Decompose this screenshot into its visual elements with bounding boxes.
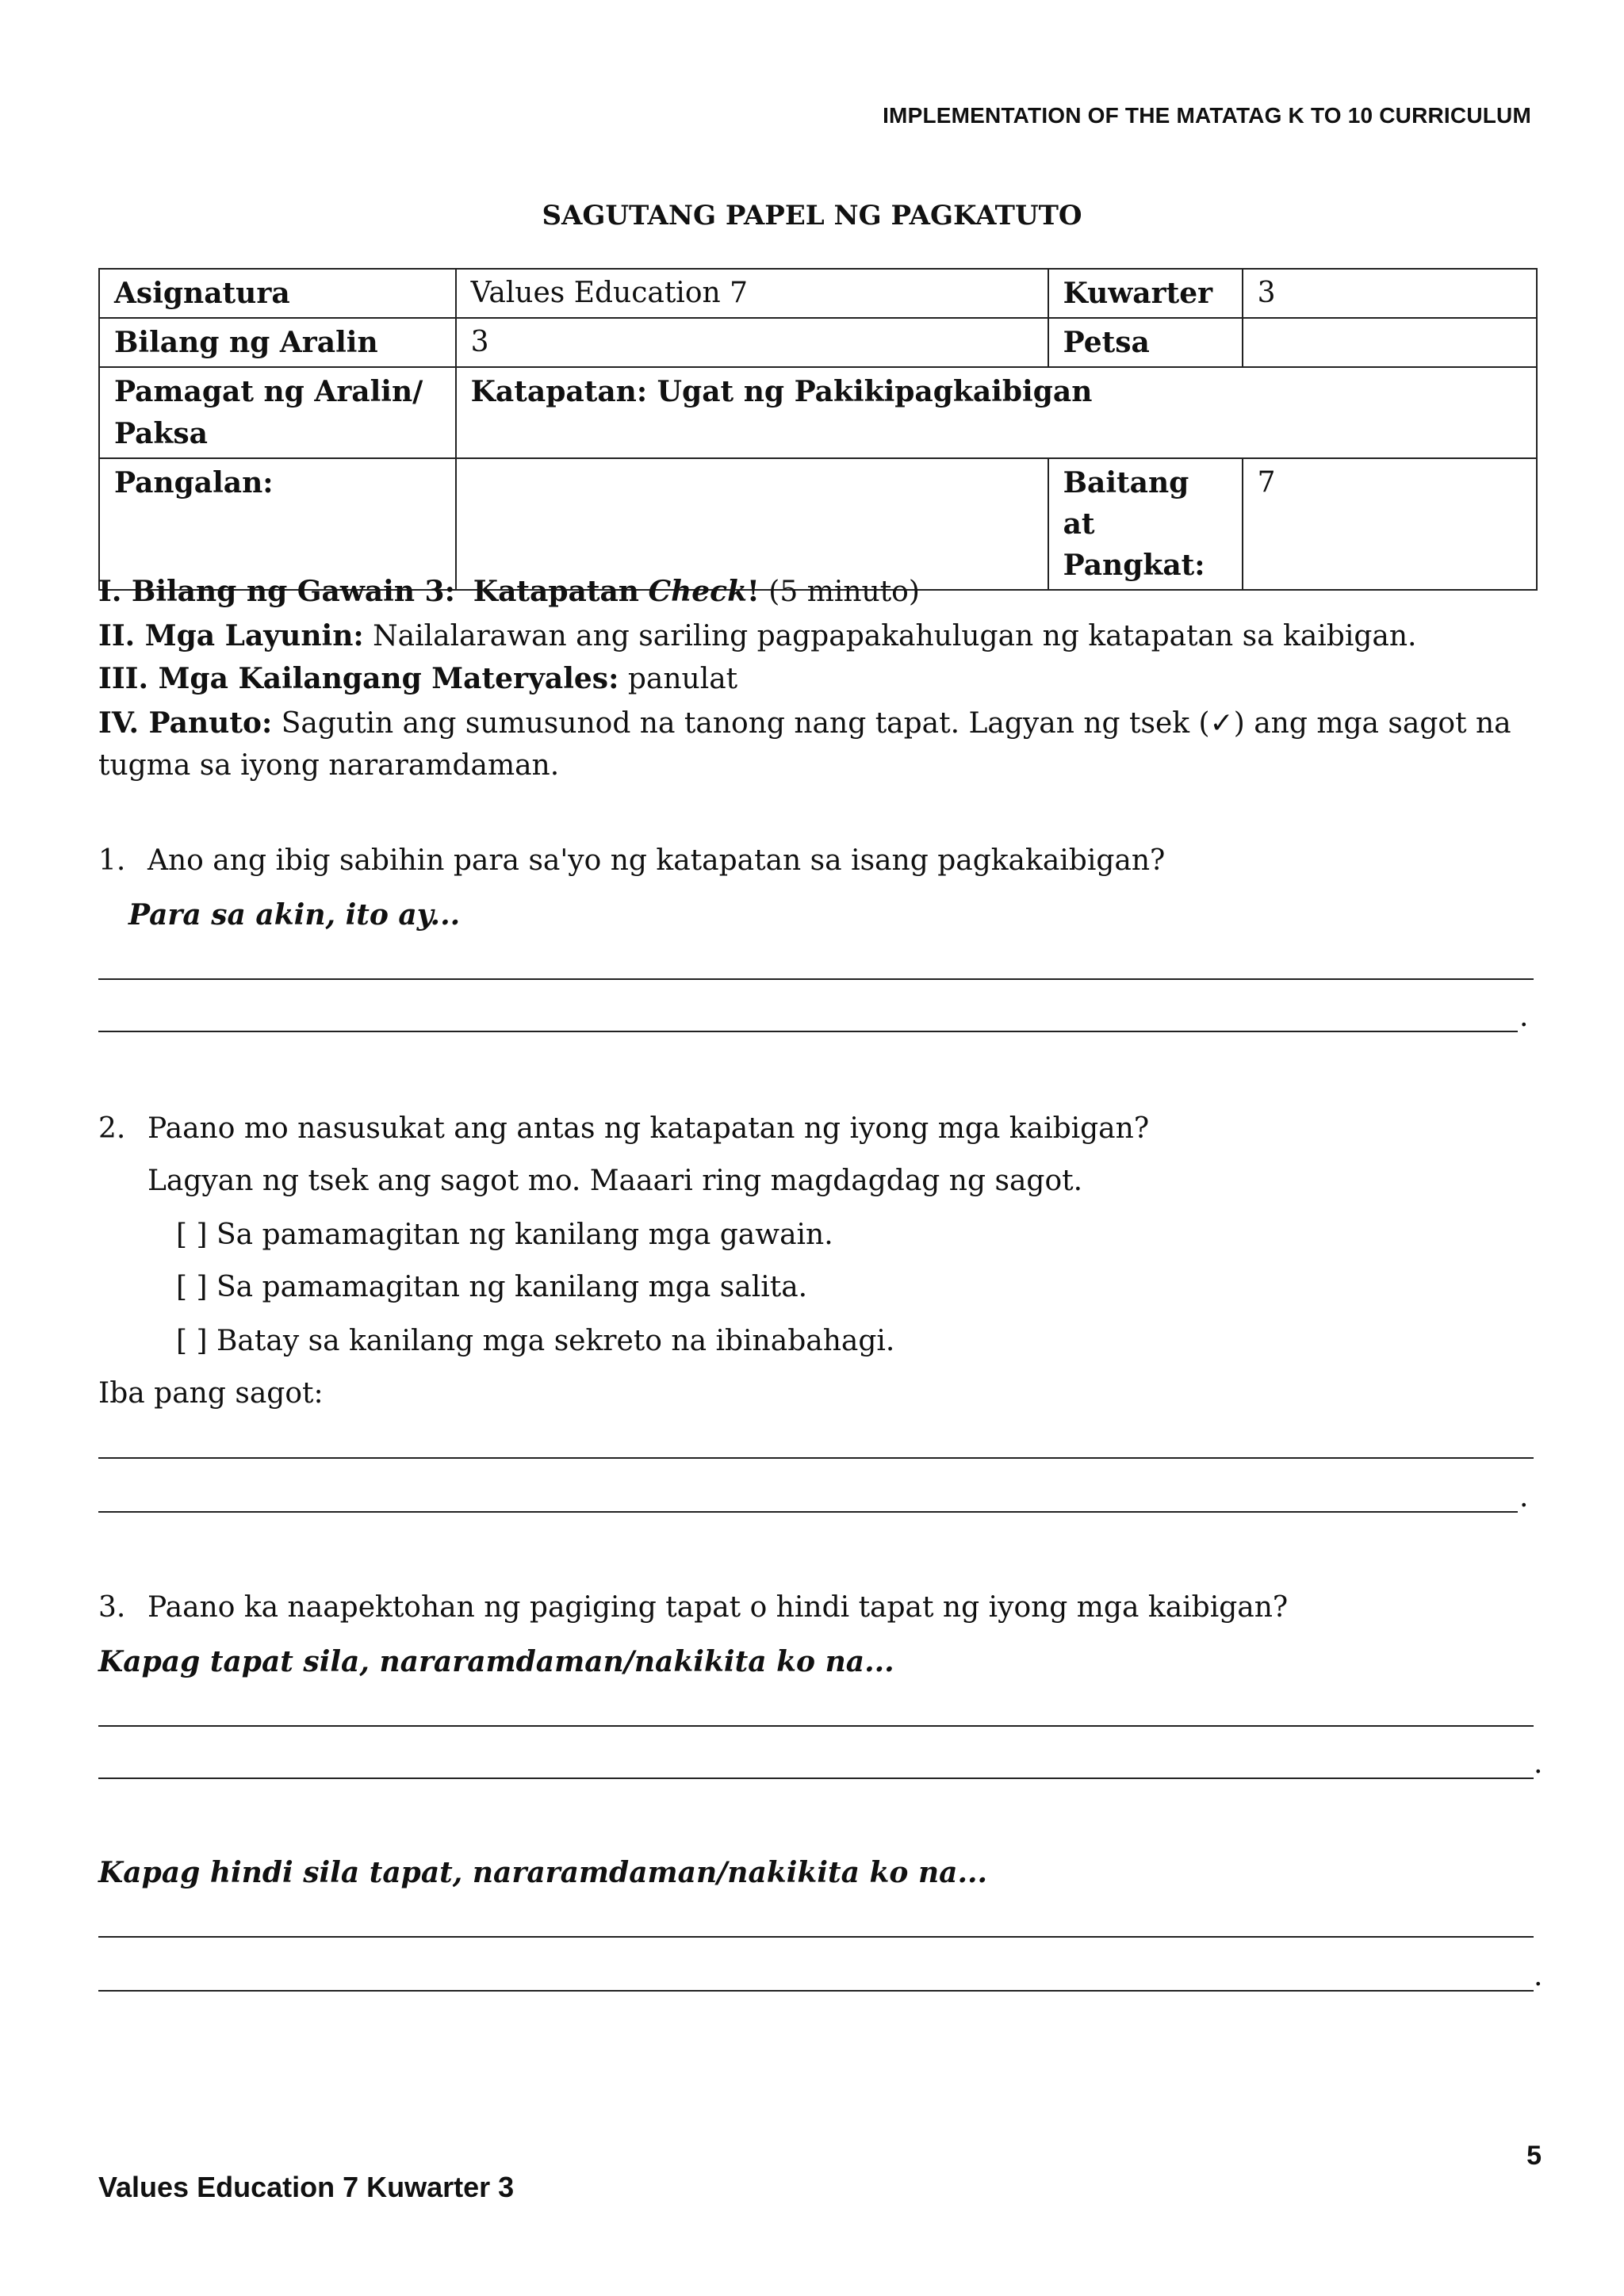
q3a-answer-line-1[interactable] <box>98 1725 1534 1727</box>
baitang-label-line-1: Baitang at <box>1063 465 1189 541</box>
asignatura-label: Asignatura <box>99 269 456 318</box>
panuto-label: IV. Panuto: <box>98 706 273 740</box>
q3-text: Paano ka naapektohan ng pagiging tapat o hindi tapat ng iyong mga kaibigan? <box>147 1591 1289 1624</box>
asignatura-value: Values Education 7 <box>456 269 1048 318</box>
q2-text: Paano mo nasusukat ang antas ng katapatan ng iyong mga kaibigan? <box>147 1112 1150 1145</box>
gawain-title: Katapatan <box>473 575 639 608</box>
q2-answer-line-1[interactable] <box>98 1457 1534 1459</box>
q1-number: 1. <box>98 844 126 877</box>
q3-number: 3. <box>98 1591 126 1624</box>
petsa-field[interactable] <box>1243 318 1537 367</box>
materyales-label: III. Mga Kailangang Materyales: <box>98 662 619 695</box>
q2-option-sekreto[interactable]: [ ] Batay sa kanilang mga sekreto na ibinabahagi. <box>176 1325 895 1357</box>
page-title: SAGUTANG PAPEL NG PAGKATUTO <box>542 200 1082 232</box>
q2-answer-line-2[interactable] <box>98 1511 1518 1513</box>
q1-answer-line-1[interactable] <box>98 978 1534 980</box>
info-row-asignatura <box>99 269 1537 318</box>
layunin-label: II. Mga Layunin: <box>98 619 364 652</box>
pamagat-label-line-1: Pamagat ng Aralin/ <box>114 375 423 409</box>
baitang-label <box>1048 458 1243 591</box>
gawain-line <box>98 571 920 613</box>
panuto-text-2: tugma sa iyong nararamdaman. <box>98 749 560 782</box>
pamagat-label <box>99 367 456 457</box>
gawain-time: (5 minuto) <box>768 576 920 608</box>
q2-number: 2. <box>98 1112 126 1145</box>
gawain-exclamation: ! <box>747 575 760 608</box>
baitang-value: 7 <box>1243 458 1537 591</box>
q2-other-label: Iba pang sagot: <box>98 1377 324 1410</box>
page-number: 5 <box>1526 2141 1542 2171</box>
footer-text: Values Education 7 Kuwarter 3 <box>98 2171 515 2203</box>
bilang-value: 3 <box>456 318 1048 367</box>
layunin-line <box>98 615 1417 657</box>
layunin-text: Nailalarawan ang sariling pagpapakahulugan ng katapatan sa kaibigan. <box>373 620 1417 652</box>
panuto-text-1: Sagutin ang sumusunod na tanong nang tapat. Lagyan ng tsek (✓) ang mga sagot na <box>281 707 1511 740</box>
q1-answer-line-2[interactable] <box>98 1031 1518 1032</box>
q3b-line-end-mark: . <box>1534 1960 1543 1992</box>
panuto-line <box>98 702 1511 744</box>
q2-option-gawain[interactable]: [ ] Sa pamamagitan ng kanilang mga gawain. <box>176 1219 833 1251</box>
q3-prompt-hindi-tapat: Kapag hindi sila tapat, nararamdaman/nakikita ko na... <box>98 1856 988 1889</box>
petsa-label: Petsa <box>1048 318 1243 367</box>
gawain-label: I. Bilang ng Gawain 3: <box>98 575 455 608</box>
q3a-line-end-mark: . <box>1534 1747 1543 1780</box>
kuwarter-label: Kuwarter <box>1048 269 1243 318</box>
q3-prompt-tapat: Kapag tapat sila, nararamdaman/nakikita ko na... <box>98 1645 894 1678</box>
q3b-answer-line-2[interactable] <box>98 1990 1534 1992</box>
q2-instruction: Lagyan ng tsek ang sagot mo. Maaari ring magdagdag ng sagot. <box>147 1165 1083 1197</box>
materyales-text: panulat <box>627 663 738 695</box>
q1-line-end-mark: . <box>1519 1001 1529 1033</box>
pamagat-label-line-2: Paksa <box>114 416 208 450</box>
pangalan-label: Pangalan: <box>99 458 456 591</box>
info-row-pamagat <box>99 367 1537 457</box>
q1-prompt: Para sa akin, ito ay... <box>128 898 461 932</box>
q3b-answer-line-1[interactable] <box>98 1936 1534 1938</box>
running-header: IMPLEMENTATION OF THE MATATAG K TO 10 CURRICULUM <box>883 103 1531 128</box>
q2-option-salita[interactable]: [ ] Sa pamamagitan ng kanilang mga salita. <box>176 1271 808 1303</box>
q1-text: Ano ang ibig sabihin para sa'yo ng katapatan sa isang pagkakaibigan? <box>147 844 1166 877</box>
bilang-label: Bilang ng Aralin <box>99 318 456 367</box>
lesson-info-table <box>98 268 1538 591</box>
pamagat-value: Katapatan: Ugat ng Pakikipagkaibigan <box>456 367 1537 457</box>
baitang-label-line-2: Pangkat: <box>1063 549 1205 583</box>
q2-line-end-mark: . <box>1519 1481 1529 1513</box>
gawain-check: Check <box>648 575 748 608</box>
kuwarter-value: 3 <box>1243 269 1537 318</box>
q3a-answer-line-2[interactable] <box>98 1777 1534 1779</box>
info-row-bilang <box>99 318 1537 367</box>
materyales-line <box>98 658 737 700</box>
